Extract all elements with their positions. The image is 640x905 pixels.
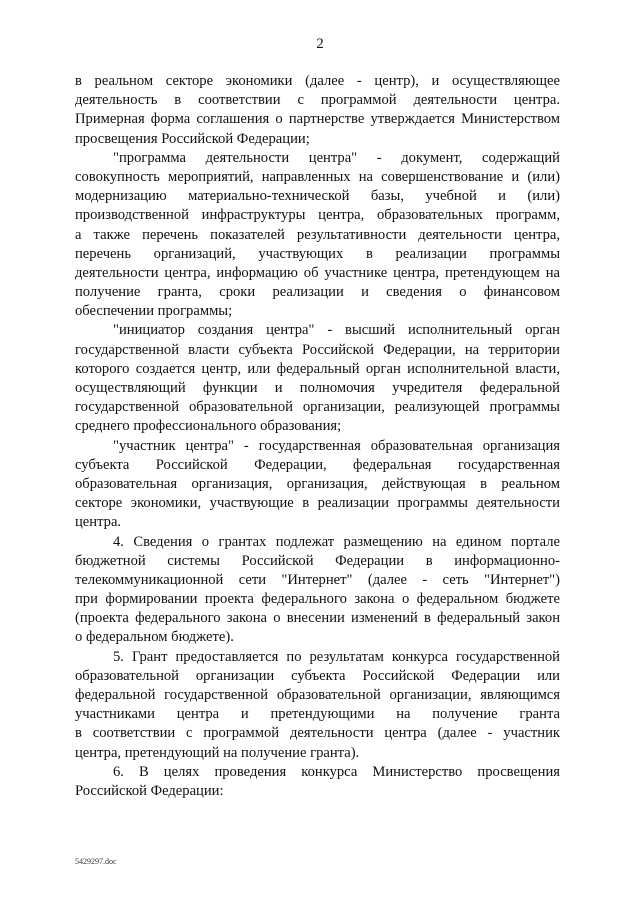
text-line: просвещения Российской Федерации; — [75, 130, 310, 147]
text-line: модернизацию материально-технической базы, учебной и (или) — [75, 188, 560, 205]
text-line: в соответствии с программой деятельности центра (далее - участник — [75, 725, 560, 742]
text-line: среднего профессионального образования; — [75, 418, 342, 435]
document-body — [75, 72, 560, 801]
text-line: 4. Сведения о грантах подлежат размещению на едином портале — [113, 533, 560, 550]
text-line: деятельность в соответствии с программой деятельности центра. — [75, 92, 560, 109]
text-line: 6. В целях проведения конкурса Министерство просвещения — [113, 763, 560, 780]
text-line: государственной образовательной организации, реализующей программы — [75, 399, 560, 416]
page-number: 2 — [316, 36, 324, 52]
text-line: федеральной государственной образовательной организации, являющимся — [75, 687, 560, 703]
text-line: деятельности центра, информацию об участнике центра, претендующем на — [75, 264, 560, 281]
text-line: "участник центра" - государственная образовательная организация — [113, 437, 560, 454]
text-line: а также перечень показателей результативности деятельности центра, — [75, 226, 560, 243]
text-line: совокупность мероприятий, направленных на совершенствование и (или) — [75, 168, 560, 185]
text-line: центра, претендующий на получение гранта). — [75, 744, 360, 761]
text-line: в реальном секторе экономики (далее - центр), и осуществляющее — [75, 73, 560, 89]
text-line: (проекта федерального закона о внесении изменений в федеральный закон — [75, 610, 560, 627]
text-line: "программа деятельности центра" - документ, содержащий — [113, 149, 560, 166]
text-line: секторе экономики, участвующие в реализации программы деятельности — [75, 495, 560, 512]
text-line: Российской Федерации: — [75, 782, 224, 799]
text-line: при формировании проекта федерального закона о федеральном бюджете — [75, 591, 560, 608]
text-line: телекоммуникационной сети "Интернет" (далее - сеть "Интернет") — [75, 571, 560, 588]
text-line: производственной инфраструктуры центра, образовательных программ, — [75, 207, 560, 224]
text-line: получение гранта, сроки реализации и сведения о финансовом — [75, 284, 560, 301]
text-line: субъекта Российской Федерации, федеральная государственная — [75, 456, 560, 473]
text-line: образовательной организации субъекта Российской Федерации или — [75, 667, 560, 684]
text-line: о федеральном бюджете). — [75, 629, 234, 646]
text-line: образовательная организация, организация, действующая в реальном — [75, 475, 560, 492]
text-line: перечень организаций, участвующих в реализации программы — [75, 245, 560, 262]
text-line: бюджетной системы Российской Федерации в информационно- — [75, 552, 560, 569]
text-line: которого создается центр, или федеральный орган исполнительной власти, — [75, 360, 560, 377]
footer-file-code: 5429297.doc — [75, 857, 117, 866]
text-line: Примерная форма соглашения о партнерстве утверждается Министерством — [75, 111, 560, 128]
text-line: "инициатор создания центра" - высший исполнительный орган — [113, 322, 560, 339]
text-line: государственной власти субъекта Российской Федерации, на территории — [75, 341, 560, 358]
text-line: участниками центра и претендующими на получение гранта — [75, 706, 560, 723]
text-line: обеспечении программы; — [75, 303, 233, 320]
text-line: 5. Грант предоставляется по результатам конкурса государственной — [113, 648, 560, 665]
text-line: осуществляющий функции и полномочия учредителя федеральной — [75, 380, 560, 396]
text-line: центра. — [75, 514, 122, 531]
